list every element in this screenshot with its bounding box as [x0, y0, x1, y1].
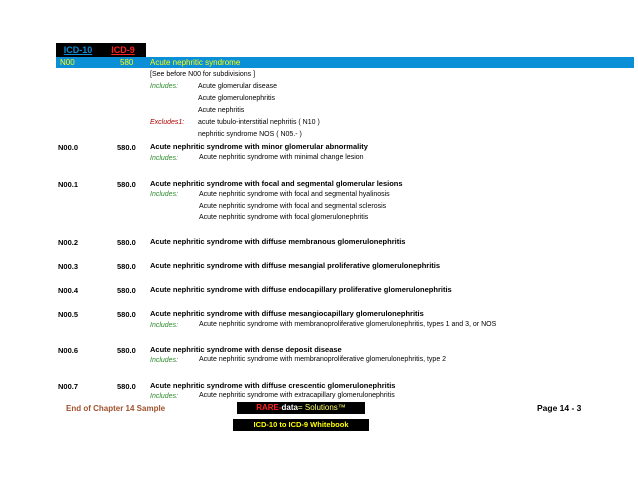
page-number: Page 14 - 3 — [537, 403, 582, 413]
entry-code9: 580.0 — [117, 310, 136, 319]
entry-code10: N00.0 — [58, 143, 79, 152]
n00-include-1: Acute glomerular disease — [198, 83, 277, 90]
entry-code10: N00.5 — [58, 310, 79, 319]
entry-includes-label: Includes: — [150, 393, 179, 400]
brand-rare: RARE- — [256, 403, 282, 412]
entry-title: Acute nephritic syndrome with diffuse mesangiocapillary glomerulonephritis — [150, 309, 424, 318]
entry-title: Acute nephritic syndrome with dense deposit disease — [150, 345, 342, 354]
entry-code10: N00.2 — [58, 238, 79, 247]
entry-code9: 580.0 — [117, 286, 136, 295]
entry-code10: N00.7 — [58, 382, 79, 391]
entry-title: Acute nephritic syndrome with diffuse membranous glomerulonephritis — [150, 237, 406, 246]
entry-title: Acute nephritic syndrome with diffuse crescentic glomerulonephritis — [150, 381, 396, 390]
header-icd10-label: ICD-10 — [63, 45, 93, 55]
brand-logo — [237, 402, 365, 414]
brand-subtitle — [233, 419, 369, 431]
see-before-note: [See before N00 for subdivisions ] — [150, 71, 256, 78]
entry-title: Acute nephritic syndrome with minor glomerular abnormality — [150, 142, 368, 151]
entry-code9: 580.0 — [117, 143, 136, 152]
entry-code10: N00.3 — [58, 262, 79, 271]
entry-title: Acute nephritic syndrome with focal and segmental glomerular lesions — [150, 179, 403, 188]
entry-code10: N00.1 — [58, 180, 79, 189]
entry-include: Acute nephritic syndrome with minimal change lesion — [199, 154, 364, 161]
brand-data: data — [281, 403, 298, 412]
entry-code9: 580.0 — [117, 238, 136, 247]
n00-include-2: Acute glomerulonephritis — [198, 95, 276, 102]
entry-code10: N00.6 — [58, 346, 79, 355]
entry-includes-label: Includes: — [150, 155, 179, 162]
entry-code9: 580.0 — [117, 346, 136, 355]
n00-include-3: Acute nephritis — [198, 107, 245, 114]
entry-include: Acute nephritic syndrome with membranoproliferative glomerulonephritis, types 1 and 3, or NOS — [199, 321, 497, 328]
entry-include: Acute nephritic syndrome with focal and segmental sclerosis — [199, 203, 387, 210]
entry-code10: N00.4 — [58, 286, 79, 295]
entry-include: Acute nephritic syndrome with extracapillary glomerulonephritis — [199, 392, 395, 399]
entry-code9: 580.0 — [117, 382, 136, 391]
header-icd9 — [100, 43, 146, 57]
n00-includes-label: Includes: — [150, 83, 179, 90]
header-icd9-label: ICD-9 — [111, 45, 135, 55]
entry-code9: 580.0 — [117, 262, 136, 271]
entry-includes-label: Includes: — [150, 357, 179, 364]
end-of-chapter-text: End of Chapter 14 Sample — [66, 404, 166, 413]
bar-title: Acute nephritic syndrome — [150, 58, 241, 67]
entry-includes-label: Includes: — [150, 191, 179, 198]
entry-title: Acute nephritic syndrome with diffuse endocapillary proliferative glomerulonephritis — [150, 285, 452, 294]
n00-exclude-2: nephritic syndrome NOS ( N05.- ) — [198, 131, 302, 138]
entry-title: Acute nephritic syndrome with diffuse mesangial proliferative glomerulonephritis — [150, 261, 441, 270]
entry-include: Acute nephritic syndrome with membranoproliferative glomerulonephritis, type 2 — [199, 356, 447, 363]
entry-include: Acute nephritic syndrome with focal and segmental hyalinosis — [199, 191, 390, 198]
header-icd10 — [56, 43, 100, 57]
bar-code9: 580 — [120, 58, 134, 67]
bar-code10: N00 — [60, 58, 75, 67]
brand-solutions: = Solutions™ — [297, 403, 346, 412]
n00-excludes-label: Excludes1: — [150, 119, 185, 126]
entry-code9: 580.0 — [117, 180, 136, 189]
entry-include: Acute nephritic syndrome with focal glomerulonephritis — [199, 214, 369, 221]
entry-includes-label: Includes: — [150, 322, 179, 329]
n00-exclude-1: acute tubulo-interstitial nephritis ( N10 ) — [198, 119, 320, 126]
chapter-title-bar — [56, 57, 634, 68]
brand-subtitle-text: ICD-10 to ICD-9 Whitebook — [253, 420, 349, 429]
